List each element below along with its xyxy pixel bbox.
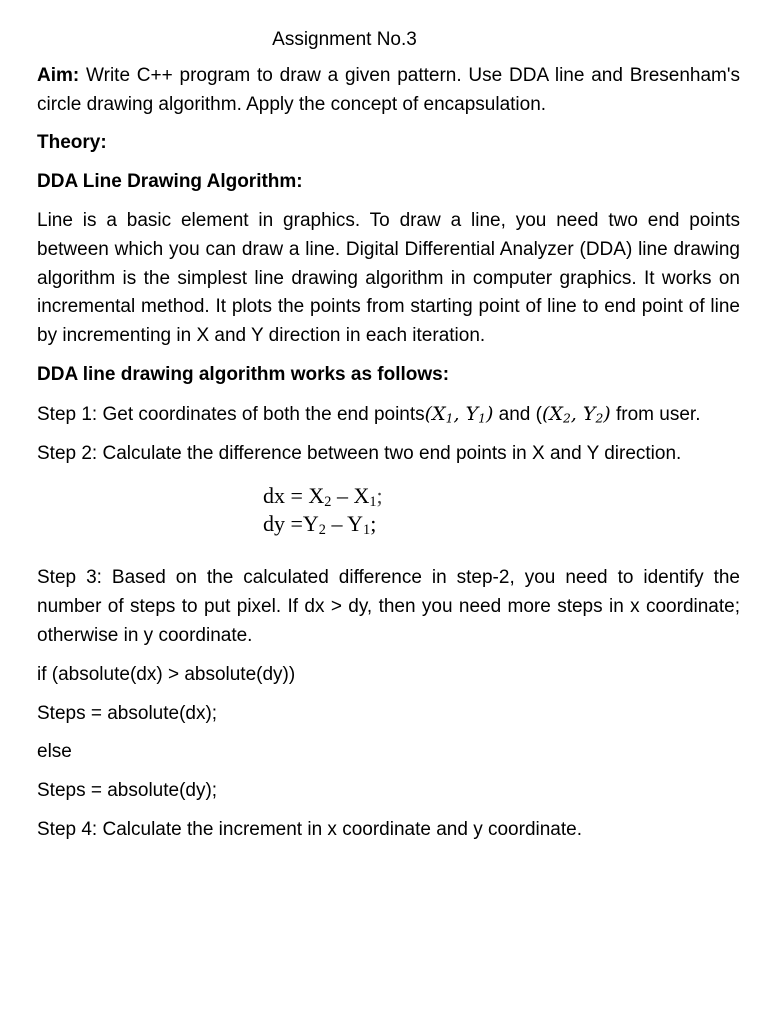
dx-mid: – X (331, 483, 370, 509)
step1-prefix: Step 1: Get coordinates of both the end points (37, 403, 425, 425)
intro-paragraph: Line is a basic element in graphics. To draw a line, you need two end points between which you can draw a line. Digital Differential Analyzer (DDA) line drawing algorithm is the simplest line drawing algorithm in computer graphics. It works on incremental method. It plots the points from starting point of line to end point of line by incrementing in X and Y direction in each iteration. (37, 209, 740, 347)
dx-sub-2: 1 (369, 494, 377, 511)
code-line-if: if (absolute(dx) > absolute(dy)) (37, 663, 296, 685)
point2-x-sub: 2 (562, 411, 571, 426)
assignment-title: Assignment No.3 (272, 29, 417, 50)
aim-text: Write C++ program to draw a given pattern. Use DDA line and Bresenham's circle drawing algorithm. Apply the concept of encapsulation. (37, 64, 740, 115)
point1-separator: , (453, 402, 466, 425)
dx-end: ; (376, 483, 383, 509)
point2-separator: , (570, 402, 583, 425)
step4-paragraph: Step 4: Calculate the increment in x coordinate and y coordinate. (37, 818, 582, 840)
dy-sub-2: 1 (363, 522, 371, 539)
point2-open-paren: ( (541, 402, 550, 425)
step1-middle: and ( (493, 403, 542, 425)
point1-y-sub: 1 (478, 411, 486, 426)
aim-paragraph (37, 62, 740, 120)
dx-lhs: dx = X (263, 483, 325, 509)
point2-close-paren: ) (603, 402, 611, 425)
step1-suffix: from user. (610, 403, 701, 425)
point1-expression (425, 403, 494, 425)
code-line-steps-dx: Steps = absolute(dx); (37, 702, 218, 724)
point2-y: Y (582, 402, 596, 425)
step2-paragraph: Step 2: Calculate the difference between two end points in X and Y direction. (37, 442, 682, 464)
dy-lhs: dy =Y (263, 511, 319, 537)
point1-y: Y (465, 402, 479, 425)
point2-expression (542, 403, 611, 425)
document-page (37, 26, 740, 855)
point2-x: X (549, 402, 563, 425)
dda-heading: DDA Line Drawing Algorithm: (37, 171, 303, 193)
dy-end: ; (370, 511, 377, 537)
dy-equation (263, 510, 740, 538)
code-line-else: else (37, 741, 72, 763)
point1-close-paren: ) (485, 402, 494, 425)
point1-x-sub: 1 (445, 411, 454, 426)
difference-formula (263, 482, 740, 538)
dy-sub-1: 2 (318, 522, 326, 539)
dx-sub-1: 2 (324, 494, 332, 511)
aim-label: Aim: (37, 64, 80, 86)
step3-paragraph: Step 3: Based on the calculated difference in step-2, you need to identify the number of steps to put pixel. If dx > dy, then you need more steps in x coordinate; otherwise in y coordinate. (37, 567, 740, 646)
theory-heading: Theory: (37, 132, 107, 154)
dx-equation (263, 482, 740, 510)
code-line-steps-dy: Steps = absolute(dy); (37, 780, 218, 802)
point1-x: X (432, 402, 446, 425)
works-heading: DDA line drawing algorithm works as follows: (37, 363, 450, 385)
point1-open-paren: ( (424, 402, 433, 425)
step1-paragraph (37, 400, 740, 430)
dy-mid: – Y (325, 511, 364, 537)
point2-y-sub: 2 (595, 411, 604, 426)
